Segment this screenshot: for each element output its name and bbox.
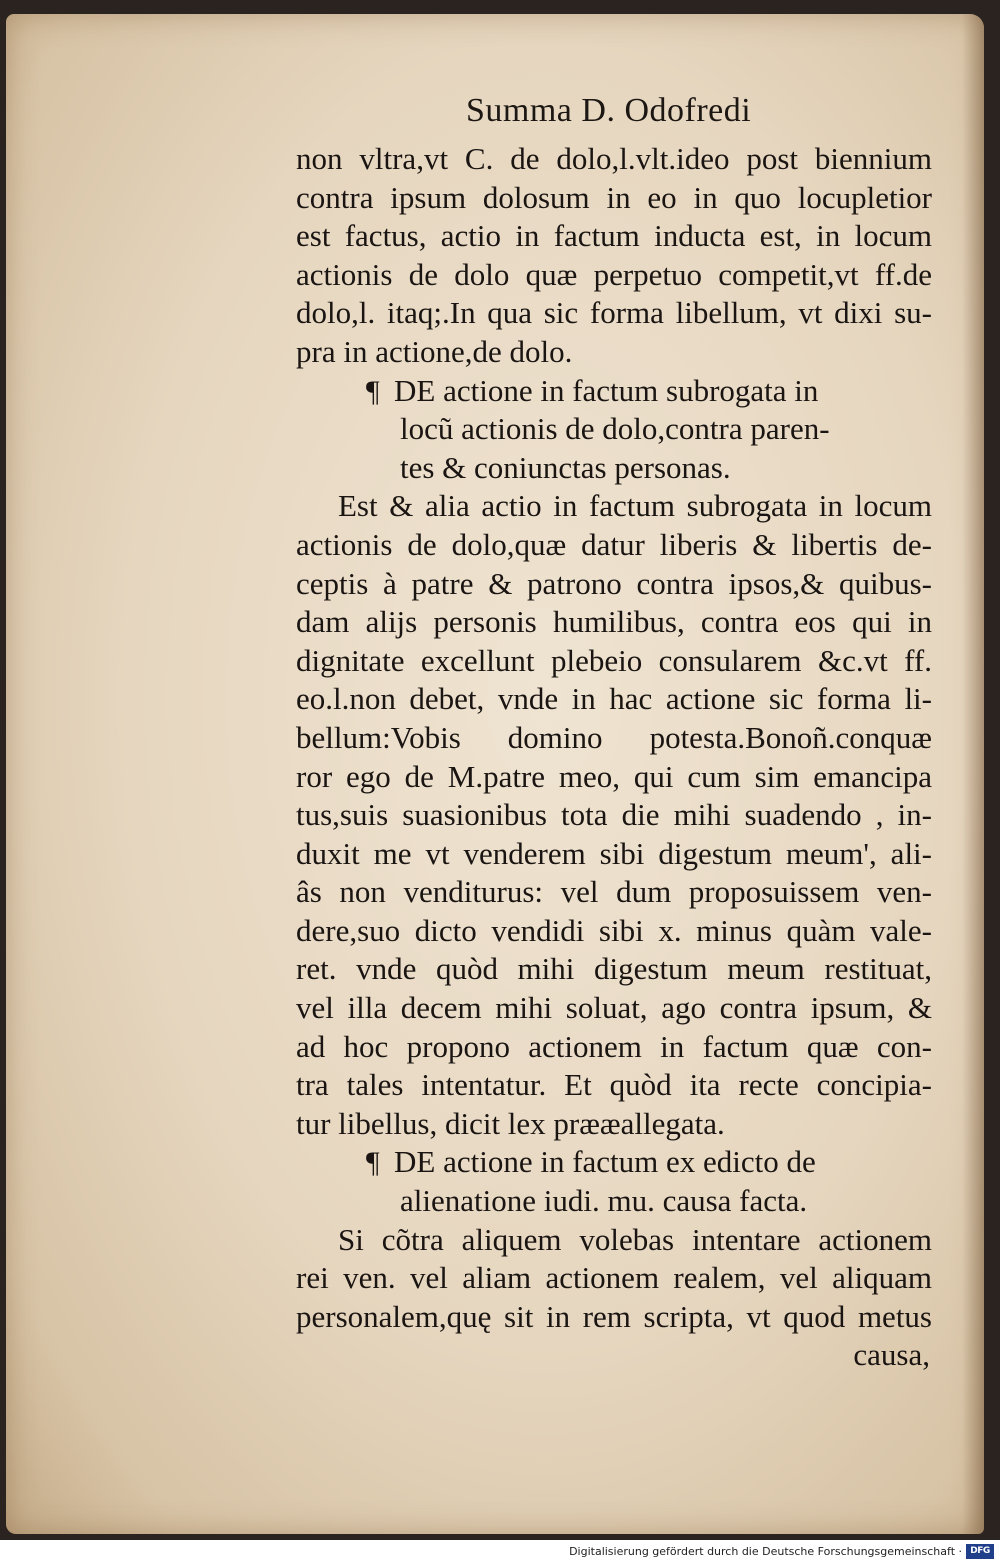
text-line: actionis de dolo,quæ datur liberis & libertis de- bbox=[296, 526, 932, 562]
catchword: causa, bbox=[853, 1337, 930, 1373]
text-line: eo.l.non debet, vnde in hac actione sic forma li- bbox=[296, 681, 932, 717]
text-line: dignitate excellunt plebeio consularem &c.vt ff. bbox=[296, 642, 932, 678]
text-line: ret. vnde quòd mihi digestum meum restituat, bbox=[296, 951, 932, 987]
pilcrow-icon: ¶ bbox=[366, 1146, 380, 1180]
footer-credit: Digitalisierung gefördert durch die Deutsche Forschungsgemeinschaft · bbox=[569, 1545, 962, 1558]
text-line: personalem,quę sit in rem scripta, vt quod metus bbox=[296, 1298, 932, 1334]
text-line: non vltra,vt C. de dolo,l.vlt.ideo post biennium bbox=[296, 141, 932, 176]
pilcrow-icon: ¶ bbox=[366, 374, 380, 408]
text-line bbox=[296, 1143, 932, 1182]
text-line: dere,suo dicto vendidi sibi x. minus quàm vale- bbox=[296, 912, 932, 948]
text-line: Est & alia actio in factum subrogata in locum bbox=[338, 488, 932, 524]
text-line: tes & coniunctas personas. bbox=[400, 449, 731, 485]
text-line: tra tales intentatur. Et quòd ita recte concipia- bbox=[296, 1067, 932, 1103]
text-line: tus,suis suasionibus tota die mihi suadendo , in- bbox=[296, 797, 932, 833]
section-heading-text: DE actione in factum ex edicto de bbox=[394, 1144, 816, 1180]
footer-bar bbox=[0, 1540, 1000, 1564]
text-line: actionis de dolo quæ perpetuo competit,vt ff.de bbox=[296, 256, 932, 292]
text-line: tur libellus, dicit lex prææallegata. bbox=[296, 1105, 725, 1141]
text-line: ad hoc propono actionem in factum quæ con- bbox=[296, 1028, 932, 1064]
text-line: locũ actionis de dolo,contra paren- bbox=[400, 411, 830, 447]
text-block bbox=[296, 140, 932, 1375]
text-line: dolo,l. itaq;.In qua sic forma libellum, vt dixi su- bbox=[296, 295, 932, 331]
text-line: ror ego de M.patre meo, qui cum sim emancipa bbox=[296, 758, 932, 794]
text-line: Si cõtra aliquem volebas intentare actionem bbox=[338, 1221, 932, 1257]
text-line: pra in actione,de dolo. bbox=[296, 333, 573, 369]
dfg-logo: DFG bbox=[966, 1544, 994, 1559]
text-line: bellum:Vobis domino potesta.Bonoñ.conquæ bbox=[296, 719, 932, 755]
text-line: est factus, actio in factum inducta est, in locum bbox=[296, 218, 932, 254]
text-line: âs non venditurus: vel dum proposuissem ven- bbox=[296, 874, 932, 910]
text-line: vel illa decem mihi soluat, ago contra ipsum, & bbox=[296, 990, 932, 1026]
section-heading-text: DE actione in factum subrogata in bbox=[394, 372, 819, 408]
text-line: ceptis à patre & patrono contra ipsos,& quibus- bbox=[296, 565, 932, 601]
text-line: duxit me vt venderem sibi digestum meum', ali- bbox=[296, 835, 932, 871]
text-line: alienatione iudi. mu. causa facta. bbox=[400, 1183, 808, 1219]
text-line: contra ipsum dolosum in eo in quo locupletior bbox=[296, 179, 932, 215]
text-line: rei ven. vel aliam actionem realem, vel aliquam bbox=[296, 1260, 932, 1296]
running-head: Summa D. Odofredi bbox=[466, 92, 752, 129]
text-line: dam alijs personis humilibus, contra eos qui in bbox=[296, 604, 932, 640]
page-edge-shadow bbox=[962, 14, 984, 1534]
text-line bbox=[296, 372, 932, 411]
